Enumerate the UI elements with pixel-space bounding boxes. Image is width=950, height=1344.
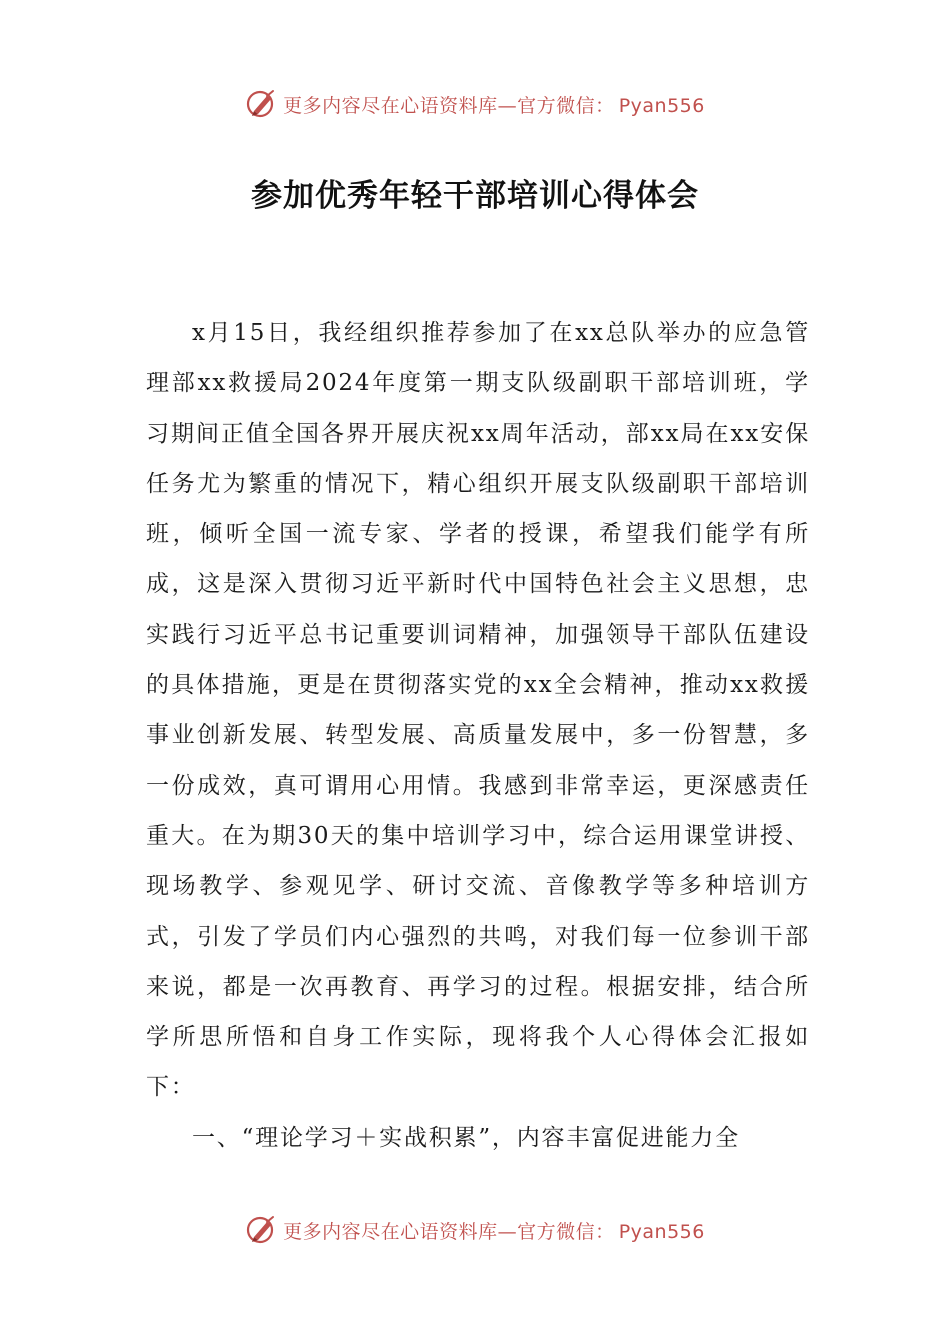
pen-nib-logo-icon (245, 1213, 279, 1247)
document-body (146, 308, 810, 1163)
document-title: 参加优秀年轻干部培训心得体会 (251, 178, 699, 214)
watermark-dash: — (497, 1220, 518, 1243)
pen-nib-logo-icon (245, 87, 279, 121)
body-paragraph-intro: x月15日，我经组织推荐参加了在xx总队举办的应急管理部xx救援局2024年度第一期支队级副职干部培训班，学习期间正值全国各界开展庆祝xx周年活动，部xx局在xx安保任务尤为繁重的情况下，精心组织开展支队级副职干部培训班，倾听全国一流专家、学者的授课，希望我们能学有所成，这是深入贯彻习近平新时代中国特色社会主义思想，忠实践行习近平总书记重要训词精神，加强领导干部队伍建设的具体措施，更是在贯彻落实党的xx全会精神，推动xx救援事业创新发展、转型发展、高质量发展中，多一份智慧，多一份成效，真可谓用心用情。我感到非常幸运，更深感责任重大。在为期30天的集中培训学习中，综合运用课堂讲授、现场教学、参观见学、研讨交流、音像教学等多种培训方式，引发了学员们内心强烈的共鸣，对我们每一位参训干部来说，都是一次再教育、再学习的过程。根据安排，结合所学所思所悟和自身工作实际，现将我个人心得体会汇报如下： (146, 320, 810, 1101)
watermark-text (283, 1217, 705, 1244)
footer-watermark (0, 1210, 950, 1250)
watermark-text (283, 91, 705, 118)
watermark-dash: — (497, 94, 518, 117)
header-watermark (0, 84, 950, 124)
watermark-wechat-label: 官方微信： (517, 1220, 615, 1243)
watermark-wechat-id: Pyan556 (618, 1220, 705, 1243)
watermark-wechat-id: Pyan556 (618, 94, 705, 117)
watermark-site-text: 更多内容尽在心语资料库 (283, 1220, 498, 1243)
watermark-wechat-label: 官方微信： (517, 94, 615, 117)
watermark-site-text: 更多内容尽在心语资料库 (283, 94, 498, 117)
body-paragraph-section-heading: 一、“理论学习＋实战积累”，内容丰富促进能力全 (192, 1124, 740, 1151)
